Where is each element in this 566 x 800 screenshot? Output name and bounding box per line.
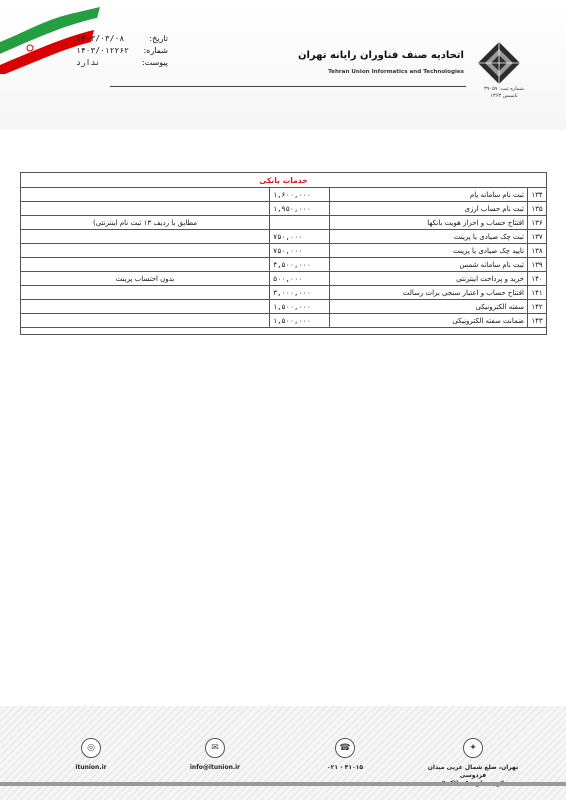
service-name: افتتاح حساب و احراز هویت بانکها: [330, 216, 528, 230]
website-text: itunion.ir: [75, 764, 107, 771]
date-label: تاریخ:: [149, 34, 168, 43]
established-year: تاسیس ۱۳۶۳: [490, 93, 518, 99]
service-name: تایید چک صیادی یا پرینت: [330, 244, 528, 258]
table-row: [21, 202, 547, 216]
table-row: [21, 272, 547, 286]
attachment-row: [76, 57, 168, 69]
service-price: ۱,۵۰۰,۰۰۰: [270, 314, 330, 328]
number-value: ۱۴۰۳/۰۱۲۲۶۲: [76, 46, 129, 55]
service-name: سفته الکترونیکی: [330, 300, 528, 314]
email-text: info@itunion.ir: [189, 764, 241, 771]
table-row: [21, 188, 547, 202]
table-row: [21, 314, 547, 328]
footer-address: [418, 738, 528, 788]
phone-icon: ☎: [335, 738, 355, 758]
registration-number: شماره ثبت: ۳۹۰۵۷: [484, 86, 524, 92]
service-note: [21, 202, 270, 216]
globe-icon: ◎: [81, 738, 101, 758]
letter-meta: [76, 33, 168, 69]
service-note: [21, 244, 270, 258]
service-name: ثبت نام سامانه شمس: [330, 258, 528, 272]
table-row: [21, 244, 547, 258]
row-number: ۱۳۹: [528, 258, 547, 272]
empty-cell: [21, 328, 547, 335]
service-name: ثبت چک صیادی یا پرینت: [330, 230, 528, 244]
table-spacer-row: [21, 328, 547, 335]
footer-website: [36, 738, 146, 772]
row-number: ۱۴۳: [528, 314, 547, 328]
mail-icon: ✉: [205, 738, 225, 758]
service-price: ۱,۵۰۰,۰۰۰: [270, 300, 330, 314]
attachment-label: پیوست:: [141, 58, 168, 67]
number-row: [76, 45, 168, 57]
service-price: ۵۰۰,۰۰۰: [270, 272, 330, 286]
service-note: مطابق با ردیف ۱۳ ثبت نام اینترنتی): [21, 216, 270, 230]
service-note: [21, 300, 270, 314]
service-name: ضمانت سفته الکترونیکی: [330, 314, 528, 328]
banking-services-table: [20, 172, 547, 335]
service-price: ۴,۵۰۰,۰۰۰: [270, 258, 330, 272]
service-name: خرید و پرداخت اینترنتی: [330, 272, 528, 286]
attachment-value: ندارد: [76, 58, 101, 67]
table-row: [21, 216, 547, 230]
service-note: [21, 230, 270, 244]
service-price: ۷۵۰,۰۰۰: [270, 244, 330, 258]
union-logo-icon: [476, 40, 522, 86]
service-price: ۳,۰۰۰,۰۰۰: [270, 286, 330, 300]
org-name-english: Tehran Union Informatics and Technologies: [328, 69, 464, 75]
service-note: بدون احتساب پرینت: [21, 272, 270, 286]
table-title-row: [21, 173, 547, 188]
address-line-1: تهران، ضلع شمال غربی میدان فردوسی: [427, 764, 519, 779]
row-number: ۱۳۵: [528, 202, 547, 216]
phone-text: ۰۲۱ - ۴۱۰۱۵: [327, 764, 363, 771]
row-number: ۱۳۶: [528, 216, 547, 230]
service-note: [21, 286, 270, 300]
org-name-persian: اتحادیه صنف فناوران رایانه تهران: [297, 50, 464, 61]
service-price: [270, 216, 330, 230]
row-number: ۱۴۲: [528, 300, 547, 314]
service-note: [21, 314, 270, 328]
registration-info: [476, 86, 532, 100]
service-price: ۱,۹۵۰,۰۰۰: [270, 202, 330, 216]
table-row: [21, 286, 547, 300]
service-price: ۷۵۰,۰۰۰: [270, 230, 330, 244]
date-value: ۱۴۰۳/۰۳/۰۸: [76, 34, 125, 43]
table-title: خدمات بانکی: [21, 173, 547, 188]
date-row: [76, 33, 168, 45]
table-row: [21, 258, 547, 272]
table-row: [21, 230, 547, 244]
location-icon: ✦: [463, 738, 483, 758]
service-name: ثبت نام سامانه یام: [330, 188, 528, 202]
header-divider: [110, 86, 466, 87]
service-name: افتتاح حساب و اعتبار سنجی برات رسالت: [330, 286, 528, 300]
row-number: ۱۴۱: [528, 286, 547, 300]
row-number: ۱۳۸: [528, 244, 547, 258]
table-row: [21, 300, 547, 314]
row-number: ۱۴۰: [528, 272, 547, 286]
row-number: ۱۳۴: [528, 188, 547, 202]
letterhead: [0, 0, 566, 130]
service-name: ثبت نام حساب ارزی: [330, 202, 528, 216]
service-note: [21, 188, 270, 202]
service-price: ۱,۶۰۰,۰۰۰: [270, 188, 330, 202]
row-number: ۱۳۷: [528, 230, 547, 244]
number-label: شماره:: [143, 46, 168, 55]
service-note: [21, 258, 270, 272]
footer-bottom-bar: [0, 782, 566, 786]
footer-phone: [290, 738, 400, 772]
footer-email: [160, 738, 270, 772]
